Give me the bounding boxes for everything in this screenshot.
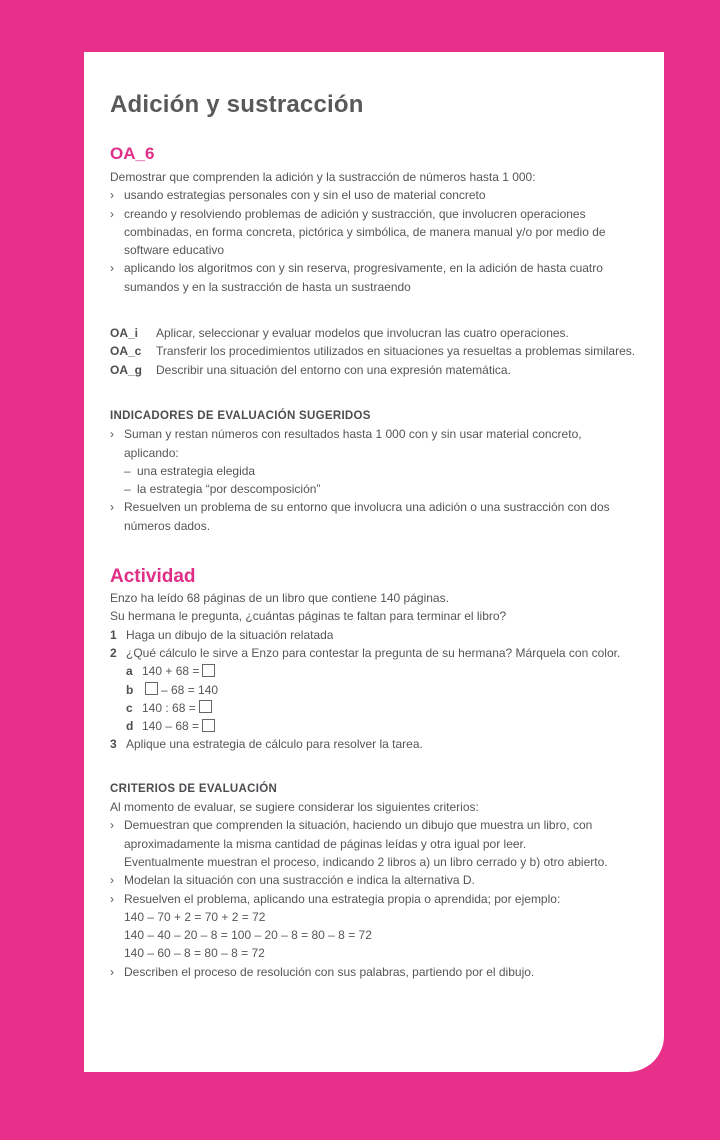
actividad-item-3 (110, 735, 664, 753)
bullet-marker: › (110, 261, 114, 276)
oa-ref-code: OA_i (110, 326, 139, 341)
actividad-heading: Actividad (110, 566, 196, 588)
oa-ref-text: Aplicar, seleccionar y evaluar modelos que involucran las cuatro operaciones. (156, 326, 569, 341)
option-d (110, 717, 664, 735)
bullet-marker: › (110, 891, 114, 906)
criterios-bullet-3 (110, 890, 664, 908)
bullet-text: software educativo (124, 243, 225, 258)
answer-box (202, 719, 215, 732)
dash-marker: – (124, 482, 131, 497)
option-formula: 140 : 68 = (142, 700, 196, 715)
option-letter: a (126, 664, 133, 679)
answer-box (145, 682, 158, 695)
bullet-text: Modelan la situación con una sustracción e indica la alternativa D. (124, 873, 475, 888)
oa6-heading: OA_6 (110, 144, 155, 163)
bullet-text: Demuestran que comprenden la situación, haciendo un dibujo que muestra un libro, con (124, 818, 593, 833)
oa-references (110, 324, 664, 379)
oa-ref-code: OA_c (110, 344, 142, 359)
bullet-marker: › (110, 206, 114, 221)
bullet-text: usando estrategias personales con y sin el uso de material concreto (124, 188, 486, 203)
bullet-text: creando y resolviendo problemas de adición y sustracción, que involucren operaciones (124, 206, 586, 221)
bullet-text: Resuelven un problema de su entorno que involucra una adición o una sustracción con dos (124, 500, 610, 515)
oa6-bullet-2 (110, 205, 664, 223)
subitem-text: la estrategia “por descomposición” (137, 482, 321, 497)
actividad-section (110, 589, 664, 754)
item-text: Aplique una estrategia de cálculo para resolver la tarea. (126, 737, 423, 752)
bullet-marker: › (110, 873, 114, 888)
oa-ref-text: Describir una situación del entorno con una expresión matemática. (156, 362, 511, 377)
bullet-text: Describen el proceso de resolución con sus palabras, partiendo por el dibujo. (124, 964, 535, 979)
math-example-line: 140 – 60 – 8 = 80 – 8 = 72 (124, 946, 265, 961)
oa-ref-c (110, 342, 664, 360)
bullet-text: aplicando: (124, 445, 179, 460)
indicadores-bullet-1 (110, 425, 664, 443)
item-text: ¿Qué cálculo le sirve a Enzo para contestar la pregunta de su hermana? Márquela con color. (126, 645, 621, 660)
actividad-intro-line: Enzo ha leído 68 páginas de un libro que contiene 140 páginas. (110, 591, 449, 606)
oa-ref-text: Transferir los procedimientos utilizados en situaciones ya resueltas a problemas similares. (156, 344, 636, 359)
page-title: Adición y sustracción (110, 91, 364, 118)
item-number: 1 (110, 627, 117, 642)
oa-ref-g (110, 361, 664, 379)
document-card (84, 52, 664, 1072)
math-example-line: 140 – 70 + 2 = 70 + 2 = 72 (124, 909, 266, 924)
oa6-intro: Demostrar que comprenden la adición y la sustracción de números hasta 1 000: (110, 170, 536, 184)
criterios-heading: CRITERIOS DE EVALUACIÓN (110, 782, 278, 795)
bullet-text: Suman y restan números con resultados hasta 1 000 con y sin usar material concreto, (124, 427, 582, 442)
bullet-text: combinadas, en forma concreta, pictórica y simbólica, de manera manual y/o por medio de (124, 224, 606, 239)
dash-marker: – (124, 463, 131, 478)
actividad-item-1 (110, 626, 664, 644)
oa-ref-code: OA_g (110, 362, 143, 377)
option-letter: d (126, 719, 134, 734)
criterios-intro: Al momento de evaluar, se sugiere considerar los siguientes criterios: (110, 800, 479, 815)
oa6-section (110, 168, 664, 296)
indicadores-heading: INDICADORES DE EVALUACIÓN SUGERIDOS (110, 409, 371, 422)
indicadores-subitem-1 (110, 462, 664, 480)
bullet-marker: › (110, 964, 114, 979)
criterios-bullet-1 (110, 816, 664, 834)
option-a (110, 662, 664, 680)
answer-box (199, 700, 212, 713)
bullet-text: sumandos y en la sustracción de hasta un sustraendo (124, 279, 411, 294)
bullet-text: Resuelven el problema, aplicando una estrategia propia o aprendida; por ejemplo: (124, 891, 561, 906)
criterios-bullet-4 (110, 963, 664, 981)
indicadores-section (110, 425, 664, 535)
item-text: Haga un dibujo de la situación relatada (126, 627, 334, 642)
bullet-marker: › (110, 818, 114, 833)
option-letter: b (126, 682, 134, 697)
option-formula: 140 – 68 = (142, 719, 200, 734)
option-formula: 140 + 68 = (142, 664, 200, 679)
option-letter: c (126, 700, 133, 715)
item-number: 2 (110, 645, 117, 660)
option-formula: – 68 = 140 (161, 682, 219, 697)
indicadores-bullet-2 (110, 498, 664, 516)
math-example-line: 140 – 40 – 20 – 8 = 100 – 20 – 8 = 80 – 8 = 72 (124, 928, 372, 943)
criterios-section (110, 798, 664, 981)
actividad-item-2 (110, 644, 664, 662)
criterios-bullet-2 (110, 871, 664, 889)
subitem-text: una estrategia elegida (137, 463, 256, 478)
option-c (110, 699, 664, 717)
bullet-text: Eventualmente muestran el proceso, indicando 2 libros a) un libro cerrado y b) otro abierto. (124, 854, 608, 869)
answer-box (202, 664, 215, 677)
oa6-bullet-3 (110, 259, 664, 277)
indicadores-subitem-2 (110, 480, 664, 498)
bullet-text: aplicando los algoritmos con y sin reserva, progresivamente, en la adición de hasta cuatro (124, 261, 603, 276)
oa6-bullet-1 (110, 186, 664, 204)
bullet-text: números dados. (124, 518, 211, 533)
actividad-intro-line: Su hermana le pregunta, ¿cuántas páginas te faltan para terminar el libro? (110, 609, 507, 624)
bullet-marker: › (110, 427, 114, 442)
oa-ref-i (110, 324, 664, 342)
bullet-text: aproximadamente la misma cantidad de páginas leídas y otra igual por leer. (124, 836, 527, 851)
option-b (110, 681, 664, 699)
item-number: 3 (110, 737, 117, 752)
bullet-marker: › (110, 188, 114, 203)
bullet-marker: › (110, 500, 114, 515)
